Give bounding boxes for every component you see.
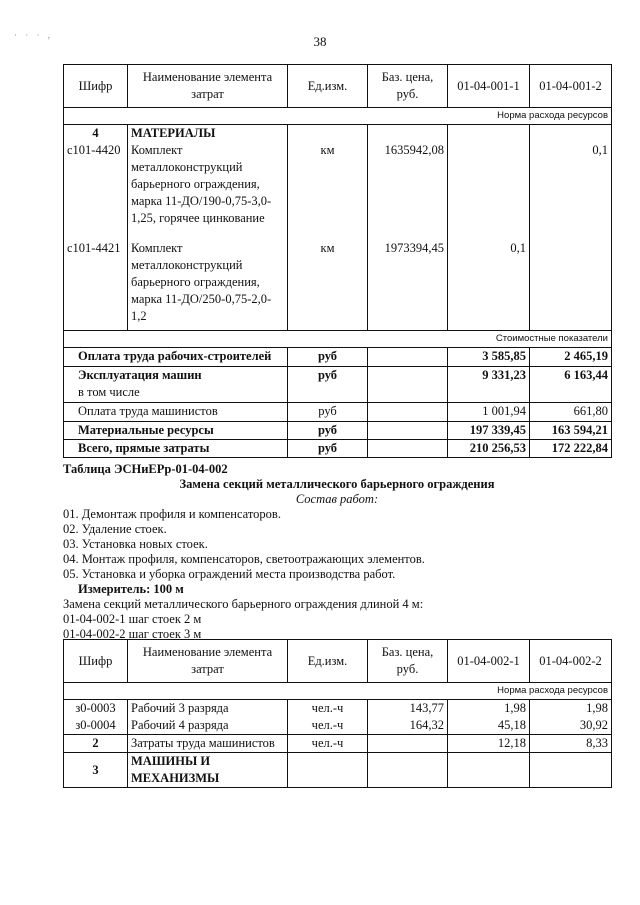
material-value-1 [448, 142, 530, 240]
material-name: Комплект металлоконструкций барьерного ограждения, марка 11-ДО/250-0,75-2,0-1,2 [128, 240, 288, 330]
cost-value-1: 210 256,53 [448, 439, 530, 457]
works-title: Состав работ: [295, 492, 379, 506]
section-title: МАШИНЫ И МЕХАНИЗМЫ [128, 753, 288, 788]
material-value-1: 0,1 [448, 240, 530, 330]
page-number: 38 [313, 34, 327, 49]
cost-value-2: 172 222,84 [530, 439, 612, 457]
header-price: Баз. цена, руб. [368, 65, 448, 108]
header-name: Наименование элемента затрат [128, 65, 288, 108]
resource-table-1 [63, 64, 612, 458]
cost-value-2: 6 163,44 [530, 366, 612, 384]
row-price [368, 735, 448, 753]
header-code: Шифр [64, 65, 128, 108]
material-value-2: 0,1 [530, 142, 612, 240]
cost-label: Стоимостные показатели [64, 330, 612, 347]
cost-name: Эксплуатация машин [64, 366, 288, 384]
section-title: МАТЕРИАЛЫ [128, 125, 288, 143]
header-col1: 01-04-001-1 [448, 65, 530, 108]
description-line: 01-04-002-1 шаг стоек 2 м [63, 612, 202, 626]
norm-label: Норма расхода ресурсов [64, 683, 612, 700]
cost-name: Оплата труда рабочих-строителей [64, 347, 288, 366]
table-row [64, 384, 612, 402]
material-price: 1635942,08 [368, 142, 448, 240]
table-row [64, 240, 612, 330]
cost-unit: руб [288, 402, 368, 421]
cost-unit: руб [288, 347, 368, 366]
row-code: 2 [64, 735, 128, 753]
scan-artifact: · · · , [14, 30, 53, 40]
labor-unit: чел.-ч [288, 717, 368, 735]
labor-code: з0-0004 [64, 717, 128, 735]
table-row [64, 717, 612, 735]
cost-value-2: 661,80 [530, 402, 612, 421]
cost-value-1: 197 339,45 [448, 421, 530, 439]
work-item: 03. Установка новых стоек. [63, 537, 208, 551]
norm-label: Норма расхода ресурсов [64, 108, 612, 125]
work-item: 05. Установка и уборка ограждений места производства работ. [63, 567, 396, 581]
cost-value-2: 163 594,21 [530, 421, 612, 439]
row-value-1: 12,18 [448, 735, 530, 753]
header-name: Наименование элемента затрат [128, 640, 288, 683]
row-value-2: 8,33 [530, 735, 612, 753]
material-code: с101-4420 [64, 142, 128, 240]
cost-header-row [64, 330, 612, 347]
table-row [64, 735, 612, 753]
table-header [64, 640, 612, 683]
cost-unit: руб [288, 421, 368, 439]
section-number: 3 [64, 753, 128, 788]
labor-value-2: 1,98 [530, 700, 612, 718]
cost-value-1: 1 001,94 [448, 402, 530, 421]
section-row [64, 125, 612, 143]
material-name: Комплект металлоконструкций барьерного ограждения, марка 11-ДО/190-0,75-3,0-1,25, горячее цинкование [128, 142, 288, 240]
description-line: Замена секций металлического барьерного ограждения длиной 4 м: [63, 597, 424, 611]
labor-price: 143,77 [368, 700, 448, 718]
work-item: 02. Удаление стоек. [63, 522, 167, 536]
norm-row [64, 683, 612, 700]
cost-value-2: 2 465,19 [530, 347, 612, 366]
material-unit: км [288, 240, 368, 330]
labor-unit: чел.-ч [288, 700, 368, 718]
table-row [64, 439, 612, 457]
cost-value-1: 3 585,85 [448, 347, 530, 366]
material-value-2 [530, 240, 612, 330]
cost-name: Материальные ресурсы [64, 421, 288, 439]
section-number: 4 [64, 125, 128, 143]
row-unit: чел.-ч [288, 735, 368, 753]
labor-code: з0-0003 [64, 700, 128, 718]
work-item: 04. Монтаж профиля, компенсаторов, светоотражающих элементов. [63, 552, 425, 566]
work-item: 01. Демонтаж профиля и компенсаторов. [63, 507, 281, 521]
header-col1: 01-04-002-1 [448, 640, 530, 683]
measure: Измеритель: 100 м [78, 582, 184, 596]
header-price: Баз. цена, руб. [368, 640, 448, 683]
cost-value-1: 9 331,23 [448, 366, 530, 384]
cost-unit: руб [288, 366, 368, 384]
labor-name: Рабочий 3 разряда [128, 700, 288, 718]
labor-value-2: 30,92 [530, 717, 612, 735]
labor-name: Рабочий 4 разряда [128, 717, 288, 735]
header-unit: Ед.изм. [288, 65, 368, 108]
cost-name: в том числе [64, 384, 288, 402]
description-line: 01-04-002-2 шаг стоек 3 м [63, 627, 202, 641]
table-row [64, 402, 612, 421]
cost-name: Оплата труда машинистов [64, 402, 288, 421]
resource-table-2 [63, 639, 612, 788]
table-subtitle: Замена секций металлического барьерного ограждения [179, 477, 495, 491]
table-row [64, 142, 612, 240]
table-header [64, 65, 612, 108]
labor-value-1: 45,18 [448, 717, 530, 735]
table-row [64, 347, 612, 366]
material-code: с101-4421 [64, 240, 128, 330]
material-unit: км [288, 142, 368, 240]
header-code: Шифр [64, 640, 128, 683]
header-col2: 01-04-001-2 [530, 65, 612, 108]
cost-name: Всего, прямые затраты [64, 439, 288, 457]
header-unit: Ед.изм. [288, 640, 368, 683]
norm-row [64, 108, 612, 125]
labor-value-1: 1,98 [448, 700, 530, 718]
cost-unit: руб [288, 439, 368, 457]
labor-price: 164,32 [368, 717, 448, 735]
table-row [64, 366, 612, 384]
table-row [64, 700, 612, 718]
table-title: Таблица ЭСНиЕРр-01-04-002 [63, 462, 228, 476]
row-name: Затраты труда машинистов [128, 735, 288, 753]
table-row [64, 421, 612, 439]
table-row [64, 753, 612, 788]
material-price: 1973394,45 [368, 240, 448, 330]
header-col2: 01-04-002-2 [530, 640, 612, 683]
